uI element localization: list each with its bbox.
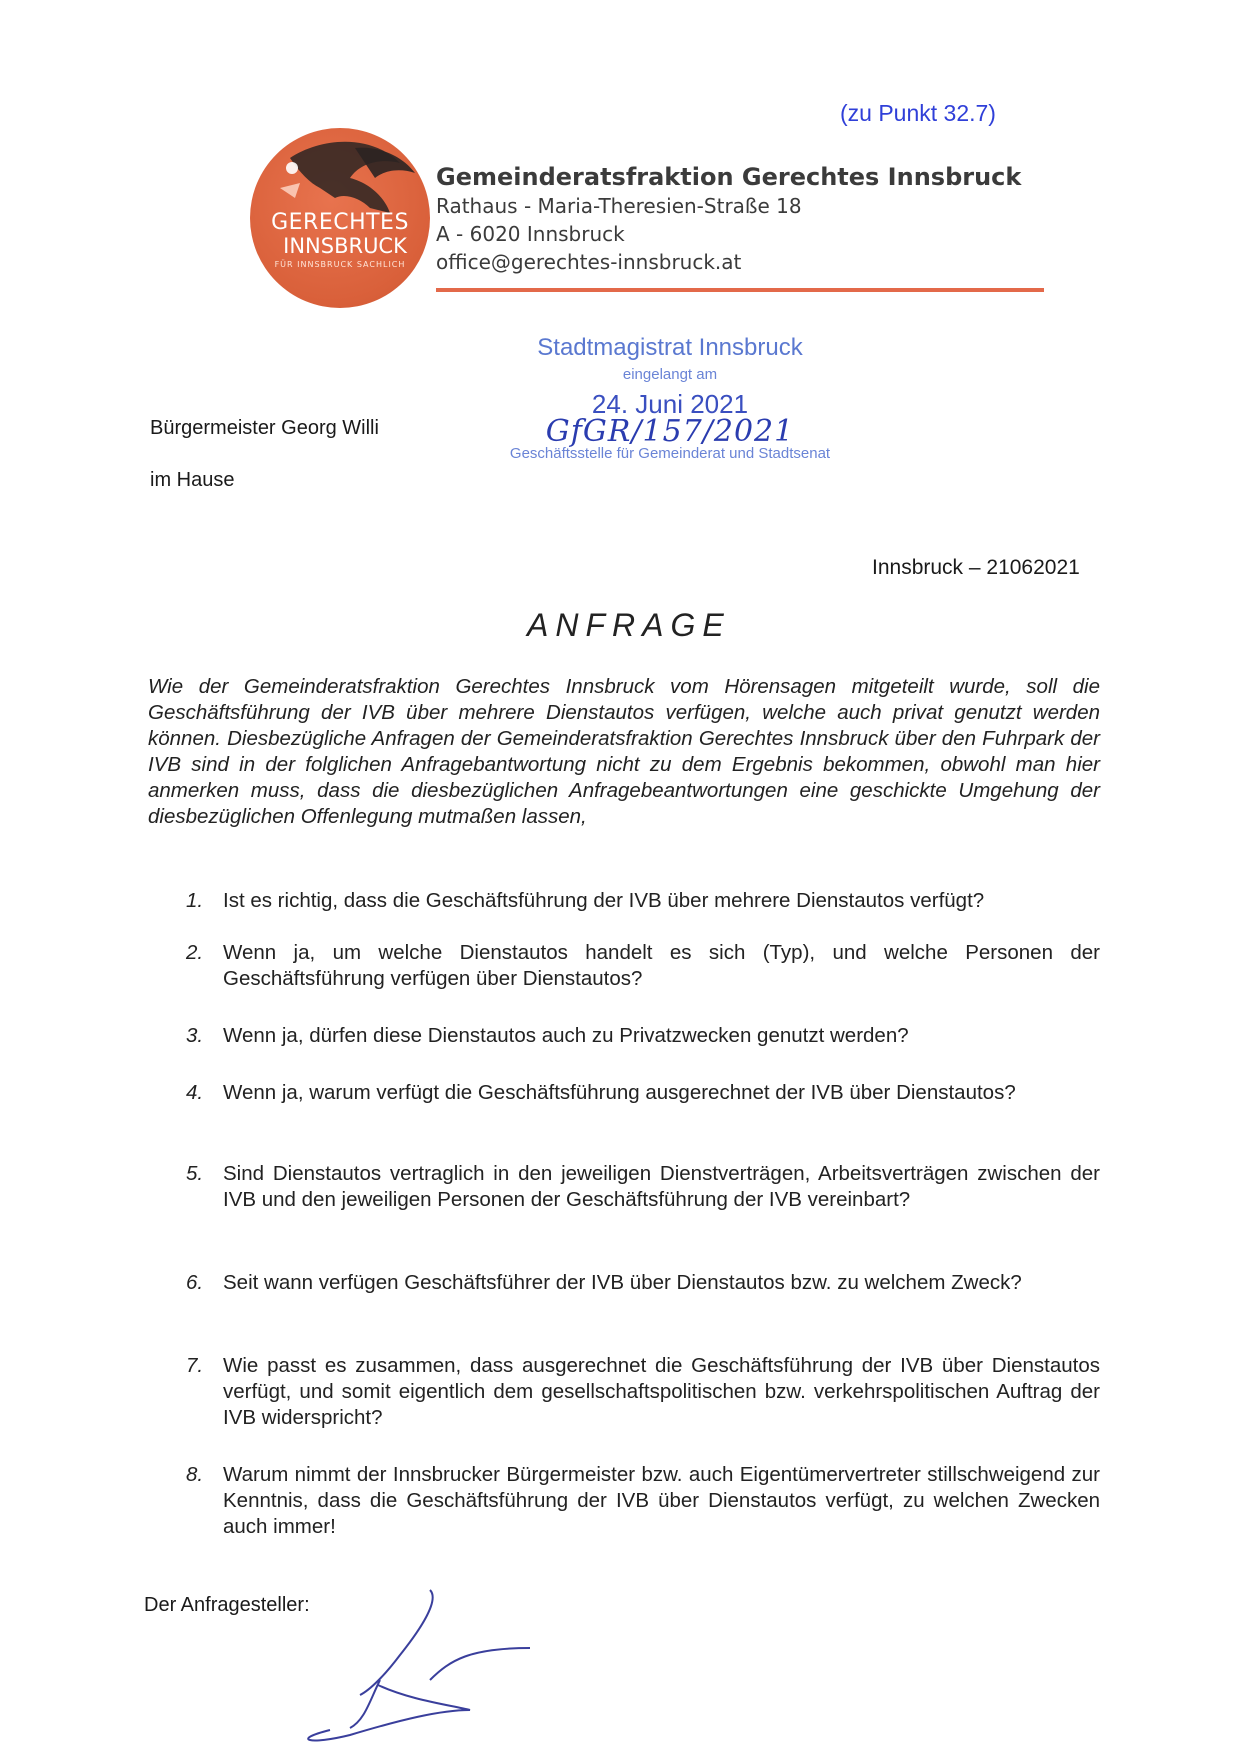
question-text: Wenn ja, um welche Dienstautos handelt es sich (Typ), und welche Personen der Geschäftsführung verfügen über Dienstautos?: [223, 941, 1100, 990]
logo-text-gerechtes: GERECHTES: [271, 210, 409, 235]
received-stamp: [500, 334, 840, 462]
stamp-title: Stadtmagistrat Innsbruck: [537, 334, 803, 361]
question-number: 4.: [186, 1081, 204, 1104]
sender-address-city: A - 6020 Innsbruck: [436, 222, 625, 246]
question-text: Wie passt es zusammen, dass ausgerechnet die Geschäftsführung der IVB über Dienstautos verfügt, und somit eigentlich dem gesellschaftspolitischen bzw. verkehrspolitischen Auftrag der IVB widerspricht?: [223, 1354, 1100, 1429]
logo-text-innsbruck: INNSBRUCK: [283, 234, 407, 258]
question-text: Seit wann verfügen Geschäftsführer der IVB über Dienstautos bzw. zu welchem Zweck?: [223, 1271, 1022, 1294]
header-divider: [436, 288, 1044, 292]
document-heading: ANFRAGE: [527, 607, 731, 643]
question-text: Wenn ja, dürfen diese Dienstautos auch zu Privatzwecken genutzt werden?: [223, 1024, 909, 1047]
question-number: 7.: [186, 1354, 204, 1377]
stamp-subtitle: eingelangt am: [622, 366, 718, 383]
question-text: Sind Dienstautos vertraglich in den jeweiligen Dienstverträgen, Arbeitsverträgen zwischen der IVB und den jeweiligen Personen der Geschäftsführung der IVB vereinbart?: [223, 1162, 1100, 1211]
recipient-location: im Hause: [150, 469, 235, 491]
sender-name: Gemeinderatsfraktion Gerechtes Innsbruck: [436, 163, 1022, 191]
question-text: Warum nimmt der Innsbrucker Bürgermeister bzw. auch Eigentümervertreter stillschweigend zur Kenntnis, dass die Geschäftsführung der IVB über Dienstautos verfügt, zu welchen Zwecken auch immer!: [223, 1463, 1100, 1538]
sender-address-street: Rathaus - Maria-Theresien-Straße 18: [436, 194, 802, 218]
question-text: Wenn ja, warum verfügt die Geschäftsführung ausgerechnet der IVB über Dienstautos?: [223, 1081, 1016, 1104]
party-logo: [250, 128, 430, 308]
question-number: 2.: [186, 941, 204, 964]
stamp-reference-number: GfGR/157/2021: [545, 414, 795, 449]
question-number: 1.: [186, 889, 204, 912]
question-number: 3.: [186, 1024, 204, 1047]
intro-paragraph: Wie der Gemeinderatsfraktion Gerechtes Innsbruck vom Hörensagen mitgeteilt wurde, soll die Geschäftsführung der IVB über mehrere Dienstautos verfügen, welche auch privat genutzt werden können. Diesbezügliche Anfragen der Gemeinderatsfraktion Gerechtes Innsbruck über den Fuhrpark der IVB sind in der folglichen Anfragebantwortung nicht zu dem Ergebnis bekommen, obwohl man hier anmerken muss, dass die diesbezüglichen Anfragebeantwortungen eine geschickte Umgehung der diesbezüglichen Offenlegung mutmaßen lassen,: [148, 675, 1100, 828]
question-number: 6.: [186, 1271, 204, 1294]
place-and-date: Innsbruck – 21062021: [872, 556, 1080, 579]
handwritten-signature: [290, 1580, 590, 1750]
recipient-name: Bürgermeister Georg Willi: [150, 417, 379, 439]
stamp-footer: Geschäftsstelle für Gemeinderat und Stadtsenat: [509, 445, 831, 462]
question-number: 8.: [186, 1463, 204, 1486]
question-text: Ist es richtig, dass die Geschäftsführung der IVB über mehrere Dienstautos verfügt?: [223, 889, 985, 912]
recipient-block: [150, 402, 379, 506]
sender-block: [436, 162, 1021, 276]
agenda-reference: (zu Punkt 32.7): [840, 100, 996, 126]
logo-tagline: FÜR INNSBRUCK SACHLICH: [274, 260, 406, 269]
sender-email: office@gerechtes-innsbruck.at: [436, 250, 742, 274]
question-number: 5.: [186, 1162, 204, 1185]
stamp-date: 24. Juni 2021: [591, 389, 749, 419]
signer-label: Der Anfragesteller:: [144, 1594, 310, 1616]
